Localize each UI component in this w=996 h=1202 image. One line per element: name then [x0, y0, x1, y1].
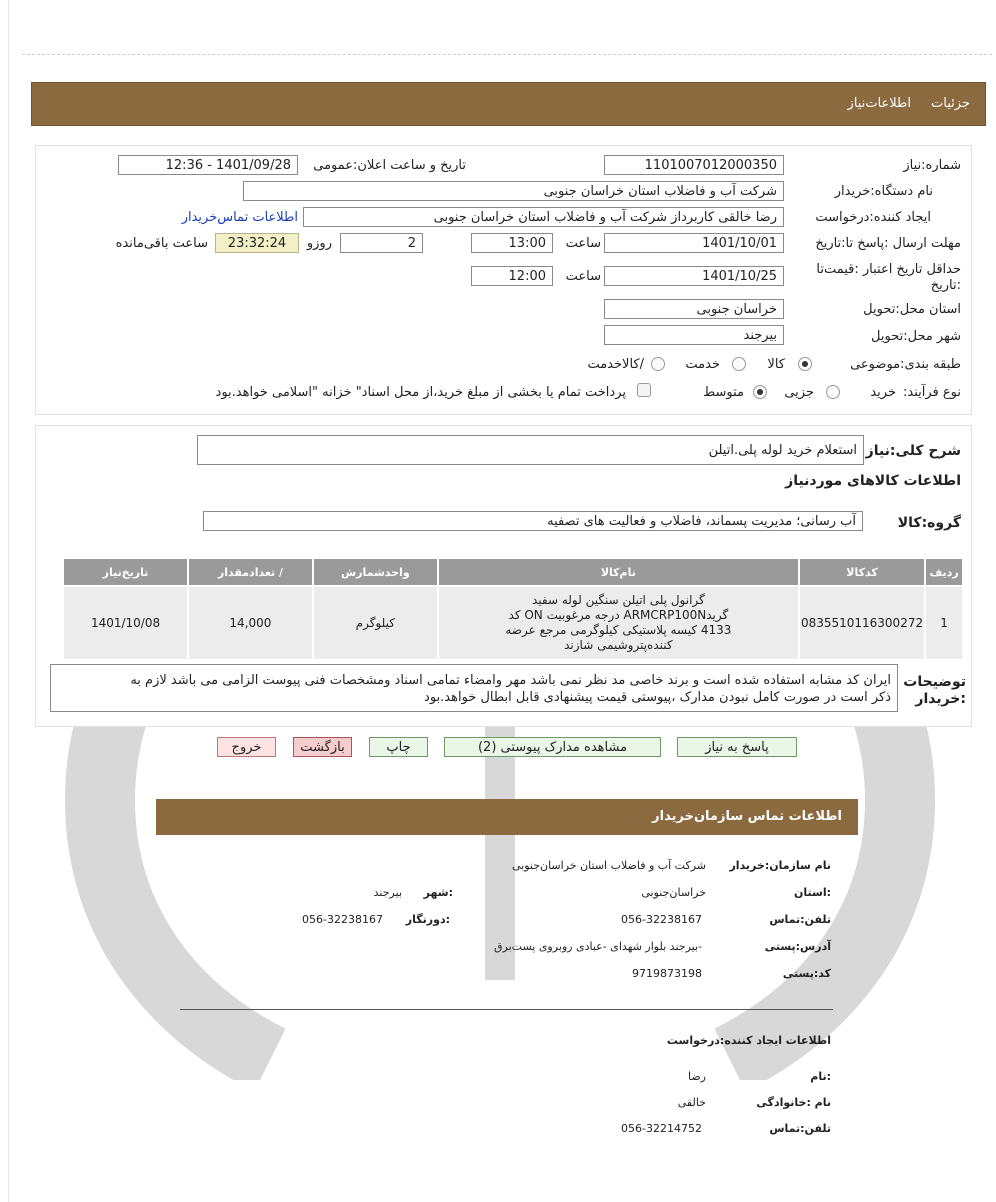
- category-radio-goods[interactable]: [798, 357, 812, 371]
- creator-name-label: :نام: [810, 1070, 831, 1083]
- buyer-notes-line-1: ایران کد مشابه استفاده شده است و برند خاصی مد نظر نمی باشد مهر وامضاء تمامی اسناد ومشخصات فنی پیوست الزامی می باشد لازم به: [130, 673, 891, 688]
- province-field: خراسان جنوبی: [604, 299, 784, 319]
- remaining-label: ساعت باقی‌مانده: [115, 236, 208, 251]
- buyer-notes-line-2: ذکر است در صورت کامل نبودن مدارک ،پیوستی قیمت پیشنهادی قابل ابطال خواهد.بود: [424, 690, 891, 705]
- cell-unit: کیلوگرم: [314, 587, 437, 659]
- category-radio-service[interactable]: [732, 357, 746, 371]
- need-summary-label: شرح کلی:نیاز: [865, 443, 961, 459]
- breadcrumb-details[interactable]: جزئیات: [931, 96, 970, 111]
- attachments-button[interactable]: مشاهده مدارک پیوستی (2): [444, 737, 661, 757]
- validity-time-field: 12:00: [471, 266, 553, 286]
- category-label: طبقه بندی:موضوعی: [850, 357, 961, 372]
- province-label: استان محل:تحویل: [863, 302, 961, 317]
- process-label: نوع فرآیند:: [903, 385, 961, 400]
- buyer-org-label: نام دستگاه:خریدار: [834, 184, 933, 199]
- buyer-org-field: شرکت آب و فاضلاب استان خراسان جنوبی: [243, 181, 784, 201]
- col-header-unit: واحدشمارش: [314, 559, 437, 585]
- goods-group-field: آب رسانی؛ مدیریت پسماند، فاضلاب و فعالیت های تصفیه: [203, 511, 863, 531]
- contact-phone-value: 056-32238167: [621, 913, 702, 926]
- deadline-label: مهلت ارسال :پاسخ تا:تاریخ: [815, 236, 961, 251]
- goods-info-title: اطلاعات کالاهای موردنیاز: [785, 473, 961, 489]
- contact-org-value: شرکت آب و فاضلاب استان خراسان‌جنوبی: [511, 859, 706, 872]
- contact-title: اطلاعات تماس سازمان‌خریدار: [652, 809, 842, 824]
- need-number-field: 1101007012000350: [604, 155, 784, 175]
- top-dotted-divider: [22, 54, 992, 55]
- creator-phone-label: تلفن:تماس: [769, 1122, 831, 1135]
- treasury-payment-checkbox[interactable]: [637, 383, 651, 397]
- buyer-contact-link[interactable]: اطلاعات تماس‌خریدار: [181, 210, 298, 225]
- cell-name-line: 4133 کیسه پلاستیکی کیلوگرمی مرجع عرضه: [505, 623, 732, 637]
- creator-field: رضا خالقی کاربرداز شرکت آب و فاضلاب استان خراسان جنوبی: [303, 207, 784, 227]
- buyer-notes-label: توضیحات: [903, 674, 966, 690]
- col-header-date: تاریخ‌نیاز: [64, 559, 187, 585]
- process-option-medium: متوسط: [703, 385, 744, 400]
- col-header-quantity: / تعدادمقدار: [189, 559, 312, 585]
- exit-button[interactable]: خروج: [217, 737, 276, 757]
- category-option-goods: کالا: [767, 357, 785, 372]
- days-label: روزو: [306, 236, 332, 251]
- contact-title-bar: [156, 799, 858, 835]
- deadline-time-field: 13:00: [471, 233, 553, 253]
- buyer-notes-label-2: :خریدار: [915, 691, 966, 707]
- validity-label: حداقل تاریخ اعتبار :قیمت‌تا: [816, 262, 961, 277]
- back-button[interactable]: بازگشت: [293, 737, 352, 757]
- category-radio-goods-service[interactable]: [651, 357, 665, 371]
- buyer-notes-box: [50, 664, 898, 712]
- contact-fax-label: :دورنگار: [405, 913, 450, 926]
- table-row: [64, 587, 962, 659]
- contact-phone-label: تلفن:تماس: [769, 913, 831, 926]
- process-radio-minor[interactable]: [826, 385, 840, 399]
- page-left-rule: [8, 0, 9, 1202]
- process-radio-medium[interactable]: [753, 385, 767, 399]
- creator-label: ایجاد کننده:درخواست: [815, 210, 931, 225]
- cell-name-line: گریدARMCRP100N درجه مرغوبیت ON کد: [508, 608, 729, 622]
- treasury-payment-note: پرداخت تمام یا بخشی از مبلغ خرید،از محل اسناد" خزانه "اسلامی خواهد.بود: [215, 385, 626, 400]
- deadline-hour-label: ساعت: [565, 236, 601, 251]
- contact-city-value: بیرجند: [373, 886, 402, 899]
- validity-date-field: 1401/10/25: [604, 266, 784, 286]
- goods-group-label: گروه:کالا: [897, 515, 961, 531]
- contact-org-label: نام سازمان:خریدار: [729, 859, 831, 872]
- need-summary-field: استعلام خرید لوله پلی.اتیلن: [197, 435, 864, 465]
- validity-hour-label: ساعت: [565, 269, 601, 284]
- cell-name-line: گرانول پلی اتیلن سنگین لوله سفید: [531, 593, 705, 607]
- contact-province-label: :استان: [794, 886, 831, 899]
- creator-family-value: خالقی: [677, 1096, 706, 1109]
- breadcrumb-need-info[interactable]: اطلاعات‌نیاز: [847, 96, 911, 111]
- category-option-service: خدمت: [685, 357, 720, 372]
- creator-info-title: اطلاعات ایجاد کننده:درخواست: [666, 1034, 831, 1047]
- contact-address-value: -بیرجند بلوار شهدای -عبادی روبروی پست‌برق: [493, 940, 702, 953]
- announce-field: 12:36 - 1401/09/28: [118, 155, 298, 175]
- city-field: بیرجند: [604, 325, 784, 345]
- contact-fax-value: 056-32238167: [302, 913, 383, 926]
- reply-button[interactable]: پاسخ به نیاز: [677, 737, 797, 757]
- col-header-code: کدکالا: [800, 559, 924, 585]
- breadcrumb: [31, 82, 986, 126]
- contact-divider: [180, 1009, 833, 1010]
- process-option-minor: جزیی: [784, 385, 814, 400]
- cell-date: 1401/10/08: [64, 587, 187, 659]
- announce-label: تاریخ و ساعت اعلان:عمومی: [313, 158, 466, 173]
- items-table-header: [64, 559, 962, 585]
- need-number-label: شماره:نیاز: [903, 158, 961, 173]
- creator-phone-value: 056-32214752: [621, 1122, 702, 1135]
- deadline-date-field: 1401/10/01: [604, 233, 784, 253]
- contact-postal-label: کد:پستی: [782, 967, 831, 980]
- category-option-goods-service: /کالاخدمت: [587, 357, 644, 372]
- creator-family-label: نام :خانوادگی: [756, 1096, 831, 1109]
- cell-name: [439, 587, 798, 659]
- city-label: شهر محل:تحویل: [871, 329, 961, 344]
- contact-address-label: آدرس:پستی: [764, 940, 831, 953]
- print-button[interactable]: چاپ: [369, 737, 428, 757]
- cell-row-number: 1: [926, 587, 962, 659]
- contact-province-value: خراسان‌جنوبی: [641, 886, 706, 899]
- col-header-name: نام‌کالا: [439, 559, 798, 585]
- contact-city-label: :شهر: [423, 886, 453, 899]
- remaining-timer: 23:32:24: [215, 233, 299, 253]
- col-header-row: ردیف: [926, 559, 962, 585]
- process-type-buy: خرید: [870, 385, 896, 400]
- validity-label-2: :تاریخ: [930, 278, 961, 293]
- cell-name-line: کننده‌پتروشیمی شازند: [564, 638, 673, 652]
- cell-quantity: 14,000: [189, 587, 312, 659]
- creator-name-value: رضا: [687, 1070, 706, 1083]
- items-table: [62, 557, 964, 661]
- cell-code: 0835510116300272: [800, 587, 924, 659]
- days-field: 2: [340, 233, 423, 253]
- contact-postal-value: 9719873198: [632, 967, 702, 980]
